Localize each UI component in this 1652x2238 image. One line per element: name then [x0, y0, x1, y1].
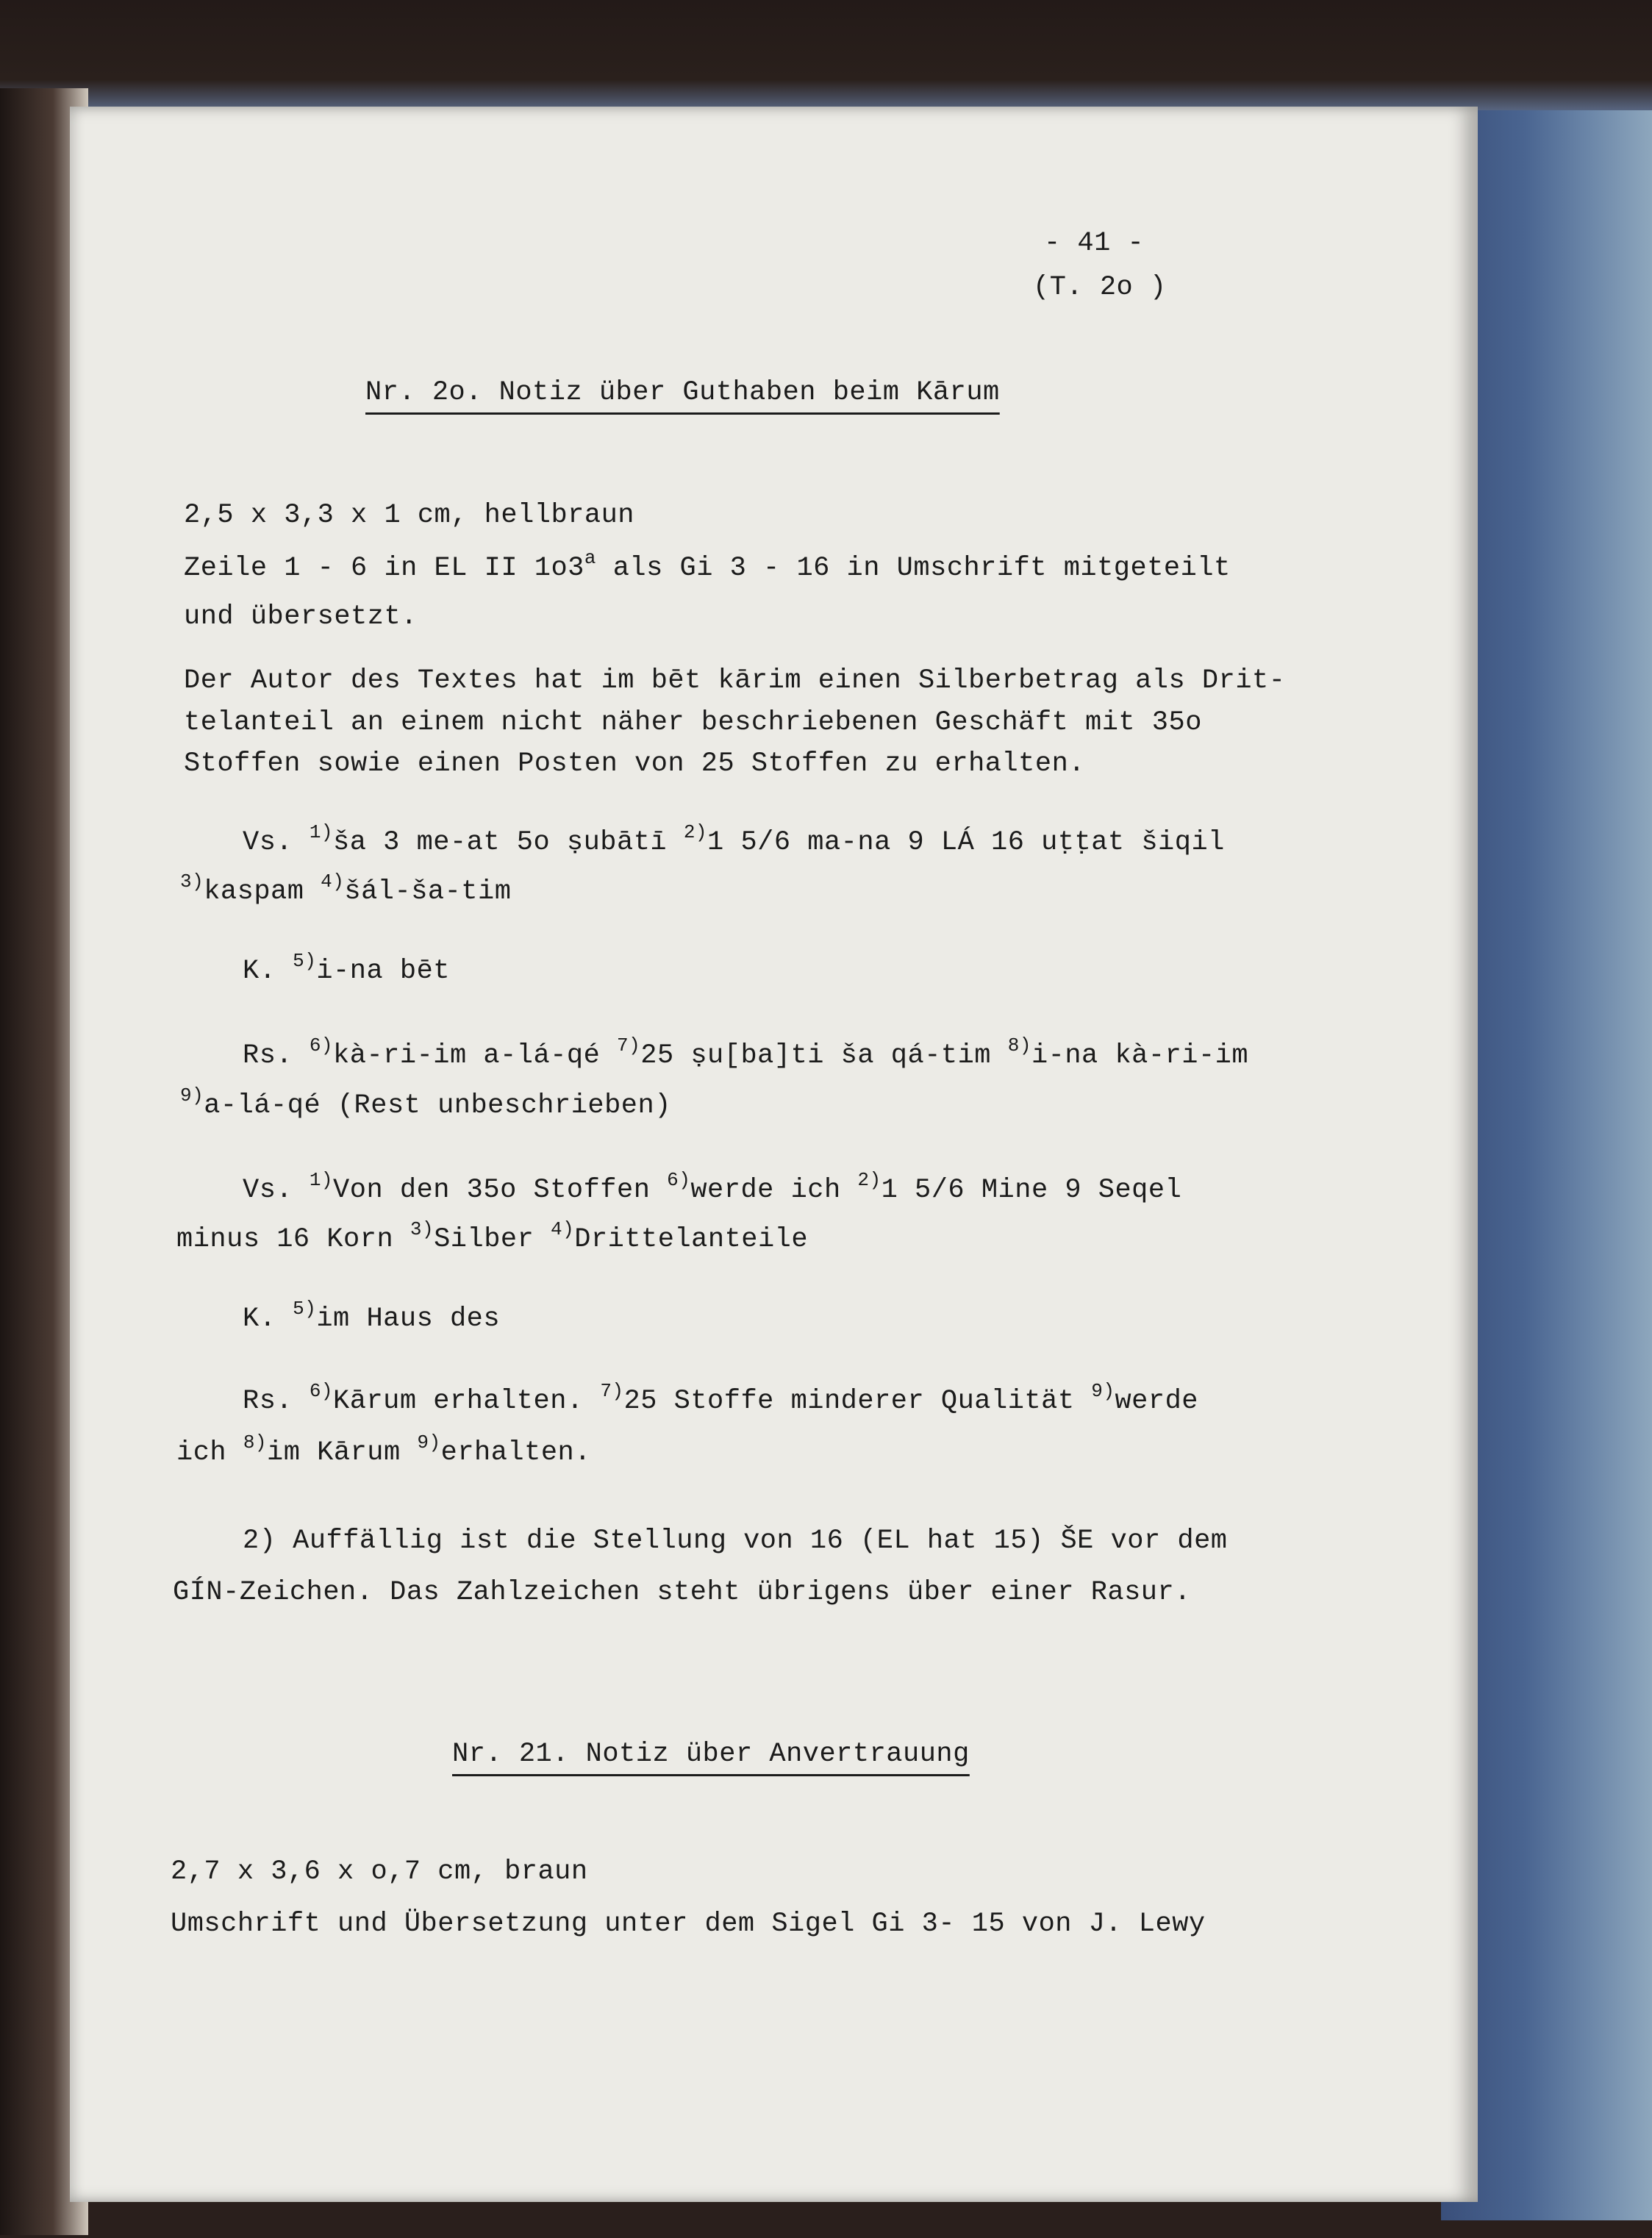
translation-reverse-line-2: ich $^{8)}$im Kārum $^{9)}$erhalten. [176, 1431, 591, 1468]
page-number: - 41 - [1044, 228, 1145, 259]
book-cover-top [0, 0, 1652, 114]
translation-obverse-line-2: minus 16 Korn $^{3)}$Silber $^{4)}$Drittelanteile [176, 1218, 809, 1255]
section-20-description-line-2: telanteil an einem nicht näher beschriebenen Geschäft mit 35o [184, 707, 1202, 738]
section-21-dimensions: 2,7 x 3,6 x o,7 cm, braun [171, 1856, 588, 1887]
section-21-publication: Umschrift und Übersetzung unter dem Sigel Gi 3- 15 von J. Lewy [171, 1909, 1206, 1940]
translation-reverse-line-1: Rs. $^{6)}$Kārum erhalten. $^{7)}$25 Stoffe minderer Qualität $^{9)}$werde [243, 1380, 1198, 1417]
section-20-description-line-1: Der Autor des Textes hat im bēt kārim einen Silberbetrag als Drit- [184, 665, 1286, 696]
translation-obverse-line-1: Vs. $^{1)}$Von den 35o Stoffen $^{6)}$werde ich $^{2)}$1 5/6 Mine 9 Seqel [243, 1169, 1182, 1206]
translation-edge: K. $^{5)}$im Haus des [243, 1298, 501, 1334]
transliteration-obverse-line-2: $^{3)}$kaspam $^{4)}$šál-ša-tim [180, 870, 512, 907]
tablet-reference: (T. 2o ) [1033, 272, 1167, 303]
transliteration-reverse-line-1: Rs. $^{6)}$kà-ri-im a-lá-qé $^{7)}$25 ṣu[ba]ti ša qá-tim $^{8)}$i-na kà-ri-im [243, 1034, 1249, 1071]
transliteration-edge: K. $^{5)}$i-na bēt [243, 950, 450, 987]
footnote-line-2: GÍN-Zeichen. Das Zahlzeichen steht übrigens über einer Rasur. [173, 1577, 1191, 1608]
section-20-publication-line-2: und übersetzt. [184, 601, 418, 632]
section-20-publication-line-1: Zeile 1 - 6 in EL II 1o3$^a$ als Gi 3 - 16 in Umschrift mitgeteilt [184, 547, 1231, 584]
footnote-line-1: 2) Auffällig ist die Stellung von 16 (EL hat 15) ŠE vor dem [243, 1526, 1228, 1556]
document-page [70, 107, 1478, 2202]
section-20-heading: Nr. 2o. Notiz über Guthaben beim Kārum [365, 377, 1000, 408]
transliteration-reverse-line-2: $^{9)}$a-lá-qé (Rest unbeschrieben) [180, 1084, 671, 1121]
section-20-dimensions: 2,5 x 3,3 x 1 cm, hellbraun [184, 500, 634, 531]
transliteration-obverse-line-1: Vs. $^{1)}$ša 3 me-at 5o ṣubātī $^{2)}$1 5/6 ma-na 9 LÁ 16 uṭṭat šiqil [243, 821, 1225, 858]
section-20-description-line-3: Stoffen sowie einen Posten von 25 Stoffen zu erhalten. [184, 748, 1085, 779]
section-21-heading: Nr. 21. Notiz über Anvertrauung [452, 1739, 970, 1770]
